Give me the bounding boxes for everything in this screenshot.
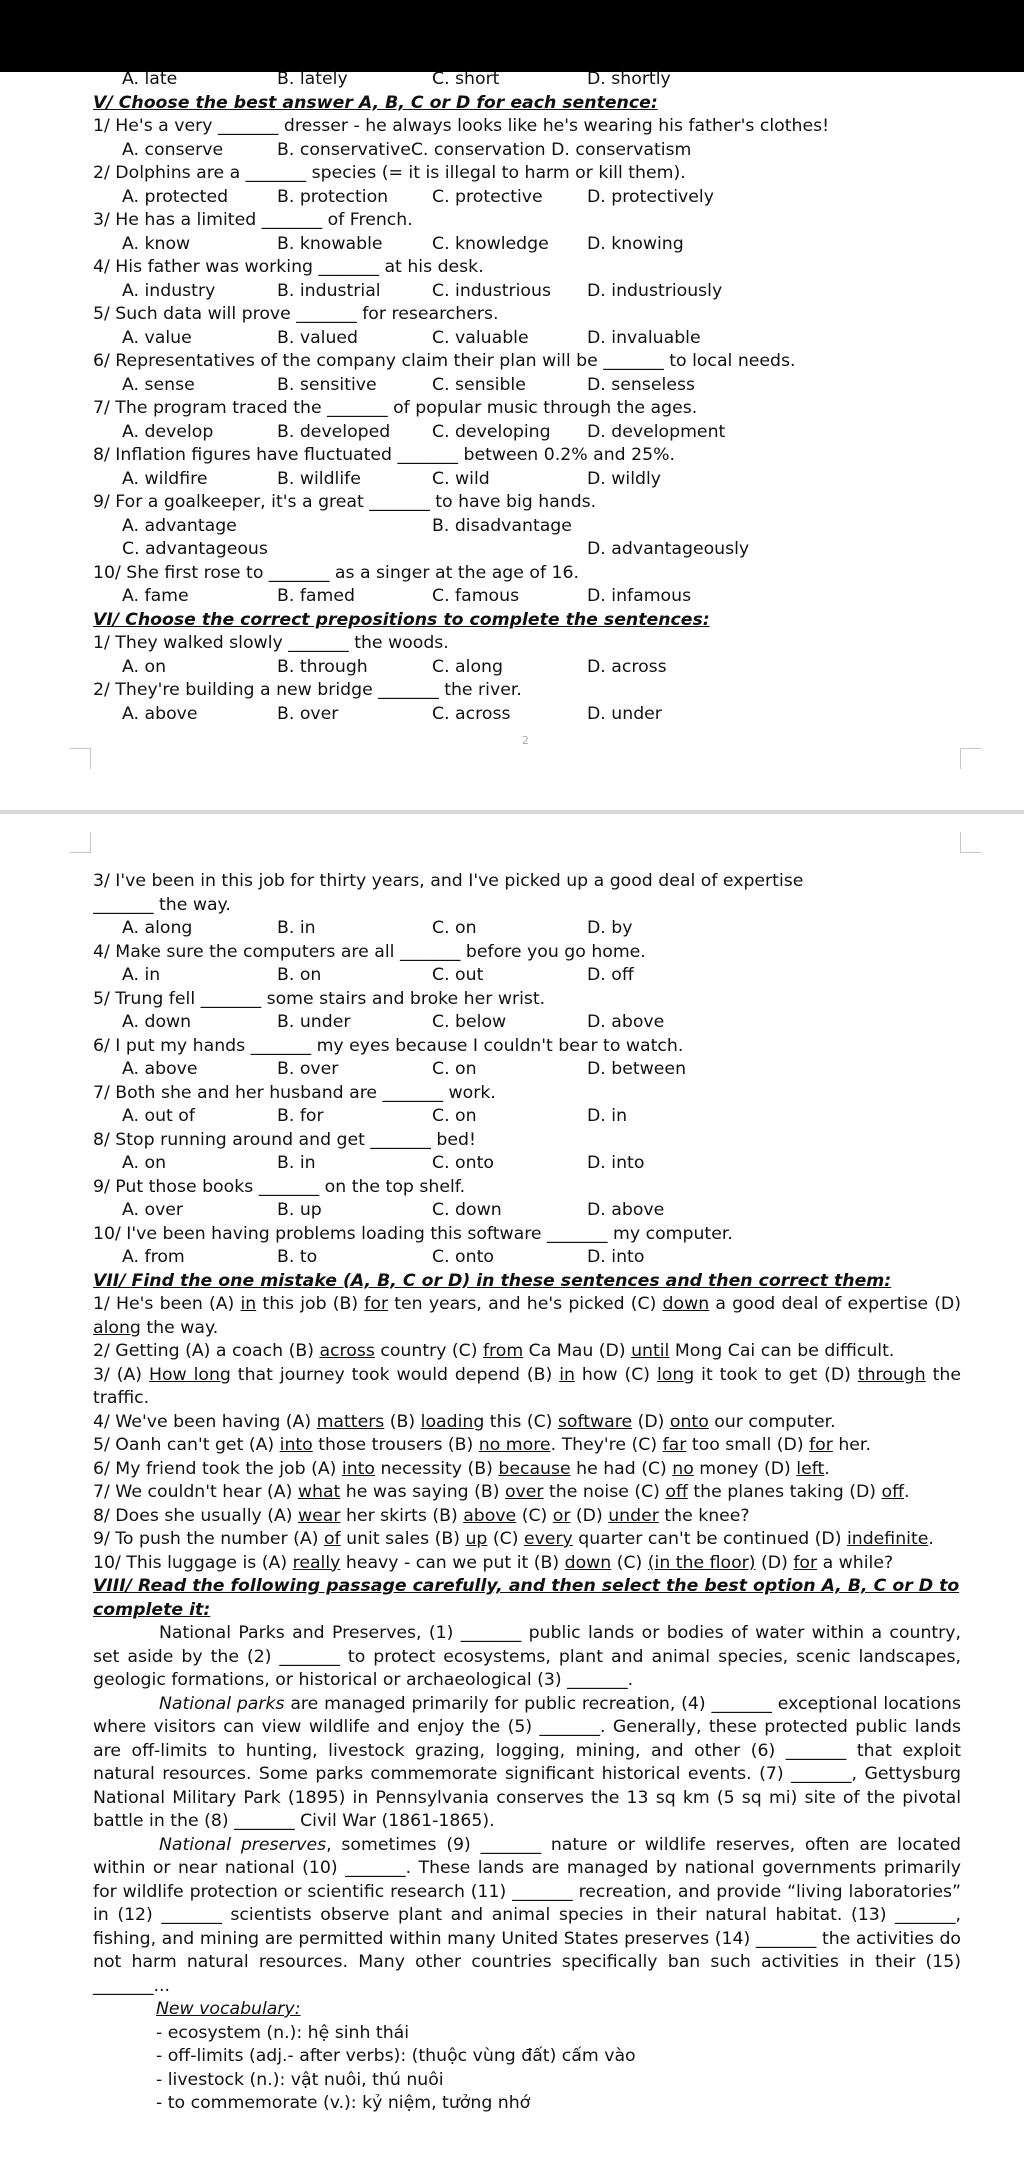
- underlined-option: loading: [420, 1411, 485, 1432]
- mistake-item: [93, 1411, 961, 1435]
- option-d: D. under: [587, 703, 662, 724]
- top-status-bar: [0, 0, 1024, 72]
- section-7-items: [93, 1293, 961, 1575]
- answer-options: [93, 538, 961, 562]
- option-a: A. conserve: [122, 139, 224, 160]
- passage-term: National parks: [159, 1693, 285, 1714]
- option-a: A. in: [122, 965, 161, 985]
- item-text: (D): [632, 1411, 670, 1432]
- mistake-item: [93, 1340, 961, 1364]
- option-b: B. developed: [277, 421, 391, 442]
- underlined-option: wear: [298, 1505, 341, 1526]
- option-b: B. disadvantage: [432, 515, 572, 536]
- underlined-option: from: [482, 1341, 524, 1361]
- item-text: ten years, and he's picked (C): [388, 1294, 663, 1314]
- underlined-option: along: [93, 1317, 141, 1338]
- section-7-heading: VII/ Find the one mistake (A, B, C or D) in these sentences and then correct them:: [93, 1270, 892, 1291]
- item-text: the traffic.: [93, 1364, 961, 1408]
- option-a: A. from: [122, 1247, 185, 1267]
- option-d: D. development: [587, 421, 726, 442]
- option-d: D. advantageously: [587, 539, 750, 559]
- answer-options: [93, 1246, 961, 1270]
- option-c: C. below: [432, 1012, 507, 1032]
- question-text: 9/ For a goalkeeper, it's a great _______ to have big hands.: [93, 492, 597, 512]
- item-text: that journey took would depend (B): [230, 1364, 560, 1385]
- item-text: a while?: [817, 1552, 894, 1573]
- option-d: D. industriously: [587, 280, 723, 301]
- option-a: A. over: [122, 1200, 184, 1220]
- question-text: 1/ They walked slowly _______ the woods.: [93, 633, 449, 653]
- vocabulary-list: [93, 2022, 961, 2116]
- option-a: A. down: [122, 1012, 192, 1032]
- section-6-questions-part2: [93, 870, 961, 1270]
- crop-mark: [960, 748, 981, 769]
- item-text: (D): [755, 1552, 794, 1573]
- underlined-option: down: [662, 1294, 710, 1314]
- item-text: it took to get (D): [694, 1364, 858, 1385]
- option-a: A. industry: [122, 280, 216, 301]
- answer-options: [93, 964, 961, 988]
- underlined-option: until: [631, 1341, 670, 1361]
- underlined-option: no more: [478, 1435, 551, 1455]
- answer-options: [93, 468, 961, 492]
- page-1-content: [93, 68, 961, 726]
- item-text: (C): [611, 1552, 648, 1573]
- option-d: D. wildly: [587, 468, 662, 489]
- option-b: B. sensitive: [277, 374, 377, 395]
- option-d: D. by: [587, 918, 633, 938]
- passage-term: National preserves: [159, 1834, 327, 1855]
- option-b: B. industrial: [277, 280, 381, 301]
- vocabulary-item: - to commemorate (v.): kỷ niệm, tưởng nhớ: [156, 2093, 531, 2113]
- item-text: (D): [570, 1505, 609, 1526]
- option-d: D. protectively: [587, 186, 714, 207]
- passage-paragraph-3: [93, 1834, 961, 1999]
- page-number: 2: [522, 734, 529, 747]
- question-text: 5/ Such data will prove _______ for researchers.: [93, 304, 499, 324]
- option-a: A. protected: [122, 186, 229, 207]
- crop-mark: [70, 748, 91, 769]
- item-text: a good deal of expertise (D): [709, 1294, 961, 1314]
- question-text: 7/ Both she and her husband are _______ work.: [93, 1082, 496, 1103]
- answer-options: [93, 327, 961, 351]
- option-b: B. up: [277, 1200, 322, 1220]
- top-fragment-options: [93, 68, 961, 92]
- option-b: B. over: [277, 1059, 339, 1079]
- option-a: A. develop: [122, 421, 214, 442]
- option-a: A. fame: [122, 586, 189, 606]
- passage-text: , sometimes (9) _______ nature or wildlife reserves, often are located within or near national (10) _______. These lands are managed by national governments primarily for wildlife protection or scientific research (11) _______ recreation, and provide “living laboratories” in (12) _______ scientists observe plant and animal species in their natural habitat. (13) _______, fishing, and mining are permitted within many United States preserves (14) _______ the activities do not harm natural resources. Many other countries specifically ban such activities in their (15) _______...: [93, 1834, 961, 1996]
- item-text: money (D): [693, 1458, 797, 1479]
- option-b: B. lately: [277, 69, 348, 89]
- underlined-option: through: [857, 1364, 926, 1385]
- answer-options: [93, 1199, 961, 1223]
- section-5-questions: [93, 115, 961, 609]
- option-a: A. above: [122, 1059, 198, 1079]
- item-text: 7/ We couldn't hear (A): [93, 1482, 298, 1502]
- option-a: A. above: [122, 703, 198, 724]
- option-c: C. across: [432, 703, 511, 724]
- option-b: B. over: [277, 703, 339, 724]
- underlined-option: down: [564, 1552, 612, 1573]
- underlined-option: indefinite: [846, 1529, 929, 1549]
- question-text: 2/ Dolphins are a _______ species (= it is illegal to harm or kill them).: [93, 163, 686, 183]
- option-c: C. along: [432, 656, 503, 677]
- item-text: how (C): [574, 1364, 657, 1385]
- option-d: D. off: [587, 965, 634, 985]
- answer-options: [93, 656, 961, 680]
- question-text-continued: _______ the way.: [93, 894, 231, 915]
- option-d: D. into: [587, 1247, 645, 1267]
- question-text: 5/ Trung fell _______ some stairs and broke her wrist.: [93, 988, 546, 1009]
- option-c: C. on: [432, 1059, 477, 1079]
- item-text: .: [928, 1529, 934, 1549]
- item-text: 8/ Does she usually (A): [93, 1505, 299, 1526]
- option-d: D. into: [587, 1153, 645, 1173]
- option-b: B. through: [277, 656, 368, 677]
- item-text: .: [824, 1458, 830, 1479]
- item-text: this (C): [484, 1411, 558, 1432]
- answer-options: [93, 1058, 961, 1082]
- mistake-item: [93, 1293, 961, 1340]
- question-text: 1/ He's a very _______ dresser - he always looks like he's wearing his father's clothes!: [93, 116, 830, 136]
- mistake-item: [93, 1528, 961, 1552]
- mistake-item: [93, 1552, 961, 1576]
- section-8-heading: VIII/ Read the following passage carefully, and then select the best option A, B, C or D to complete it:: [93, 1576, 960, 1620]
- option-d: D. above: [587, 1012, 665, 1032]
- answer-options: [93, 1152, 961, 1176]
- underlined-option: far: [662, 1435, 687, 1455]
- underlined-option: off: [665, 1482, 688, 1502]
- item-text: this job (B): [256, 1294, 365, 1314]
- option-c: C. on: [432, 918, 477, 938]
- underlined-option: every: [523, 1529, 573, 1549]
- mistake-item: [93, 1505, 961, 1529]
- underlined-option: long: [656, 1364, 695, 1385]
- item-text: country (C): [374, 1341, 483, 1361]
- option-a: A. out of: [122, 1106, 195, 1126]
- underlined-option: no: [672, 1458, 694, 1479]
- answer-options: [93, 139, 961, 163]
- underlined-option: in: [240, 1294, 257, 1314]
- item-text: 4/ We've been having (A): [93, 1411, 317, 1432]
- item-text: 10/ This luggage is (A): [93, 1552, 293, 1573]
- passage-paragraph-2: [93, 1693, 961, 1834]
- underlined-option: for: [809, 1435, 833, 1455]
- answer-options: [93, 1011, 961, 1035]
- underlined-option: of: [323, 1529, 341, 1549]
- item-text: our computer.: [708, 1411, 836, 1432]
- option-b: B. under: [277, 1012, 351, 1032]
- question-text: 7/ The program traced the _______ of popular music through the ages.: [93, 398, 698, 418]
- option-a: A. late: [122, 69, 178, 89]
- item-text: Ca Mau (D): [523, 1341, 632, 1361]
- option-c: C. onto: [432, 1247, 494, 1267]
- option-b: B. protection: [277, 186, 389, 207]
- underlined-option: How long: [148, 1364, 231, 1385]
- item-text: he had (C): [570, 1458, 673, 1479]
- underlined-option: matters: [316, 1411, 385, 1432]
- item-text: the knee?: [658, 1505, 750, 1526]
- option-a: A. value: [122, 327, 192, 348]
- option-c: C. wild: [432, 468, 490, 489]
- answer-options: [93, 186, 961, 210]
- item-text: her skirts (B): [340, 1505, 464, 1526]
- document-page-2: [0, 814, 1024, 2162]
- question-text: 8/ Stop running around and get _______ bed!: [93, 1129, 476, 1150]
- question-text: 10/ I've been having problems loading this software _______ my computer.: [93, 1223, 733, 1244]
- option-b: B. in: [277, 1153, 316, 1173]
- option-a: A. along: [122, 918, 193, 938]
- document-page-1: [0, 69, 1024, 810]
- vocabulary-item: - livestock (n.): vật nuôi, thú nuôi: [156, 2069, 444, 2090]
- option-b: B. wildlife: [277, 468, 361, 489]
- item-text: unit sales (B): [340, 1529, 466, 1549]
- question-text: 10/ She first rose to _______ as a singer at the age of 16.: [93, 562, 580, 583]
- item-text: the way.: [140, 1317, 219, 1338]
- option-b: B. on: [277, 965, 322, 985]
- question-text: 4/ His father was working _______ at his desk.: [93, 257, 484, 277]
- underlined-option: under: [608, 1505, 659, 1526]
- item-text: 9/ To push the number (A): [93, 1529, 324, 1549]
- underlined-option: for: [793, 1552, 818, 1573]
- option-d: D. shortly: [587, 69, 671, 89]
- underlined-option: what: [297, 1482, 341, 1502]
- item-text: (B): [384, 1411, 421, 1432]
- option-d: D. infamous: [587, 586, 692, 606]
- option-d: D. between: [587, 1059, 687, 1079]
- question-text: 8/ Inflation figures have fluctuated _______ between 0.2% and 25%.: [93, 445, 676, 465]
- item-text: 2/ Getting (A) a coach (B): [93, 1341, 320, 1361]
- underlined-option: really: [292, 1552, 341, 1573]
- question-text: 2/ They're building a new bridge _______ the river.: [93, 680, 522, 700]
- option-a: A. know: [122, 233, 191, 254]
- option-d: D. across: [587, 656, 667, 677]
- option-a: A. advantage: [122, 515, 237, 536]
- answer-options: [93, 233, 961, 257]
- crop-mark: [70, 832, 91, 853]
- item-text: quarter can't be continued (D): [572, 1529, 847, 1549]
- question-text: 3/ I've been in this job for thirty years, and I've picked up a good deal of expertise: [93, 871, 804, 891]
- option-c: C. knowledge: [432, 233, 549, 254]
- option-c: C. short: [432, 69, 500, 89]
- option-a: A. sense: [122, 374, 195, 395]
- underlined-option: into: [341, 1458, 375, 1479]
- underlined-option: across: [319, 1341, 375, 1361]
- answer-options: [93, 421, 961, 445]
- underlined-option: above: [463, 1505, 517, 1526]
- question-text: 6/ I put my hands _______ my eyes because I couldn't bear to watch.: [93, 1035, 684, 1056]
- question-text: 9/ Put those books _______ on the top shelf.: [93, 1176, 466, 1197]
- item-text: Mong Cai can be difficult.: [669, 1341, 895, 1361]
- option-c: C. advantageous: [122, 539, 268, 559]
- option-b: B. in: [277, 918, 316, 938]
- item-text: 3/ (A): [93, 1364, 149, 1385]
- passage-text: are managed primarily for public recreation, (4) _______ exceptional locations where visitors can view wildlife and enjoy the (5) _______. Generally, these protected public lands are off-limits to hunting, livestock grazing, logging, mining, and other (6) _______ that exploit natural resources. Some parks commemorate significant historical events. (7) _______, Gettysburg National Military Park (1895) in Pennsylvania conserves the 13 sq km (5 sq mi) site of the pivotal battle in the (8) _______ Civil War (1861-1865).: [93, 1693, 961, 1831]
- underlined-option: because: [498, 1458, 571, 1479]
- underlined-option: into: [279, 1435, 313, 1455]
- option-c: C. sensible: [432, 374, 526, 395]
- answer-options: [93, 280, 961, 304]
- answer-options: [93, 917, 961, 941]
- crop-mark: [960, 832, 981, 853]
- item-text: 6/ My friend took the job (A): [93, 1458, 342, 1479]
- page-2-content: [93, 870, 961, 2116]
- option-c: C. onto: [432, 1153, 494, 1173]
- option-b: B. for: [277, 1106, 324, 1126]
- question-text: 6/ Representatives of the company claim their plan will be _______ to local needs.: [93, 351, 796, 371]
- option-b: B. conservativeC. conservation D. conservatism: [277, 139, 692, 160]
- option-c: C. industrious: [432, 280, 551, 301]
- option-a: A. wildfire: [122, 468, 208, 489]
- item-text: .: [904, 1482, 910, 1502]
- option-c: C. out: [432, 965, 484, 985]
- option-b: B. valued: [277, 327, 359, 348]
- option-c: C. on: [432, 1106, 477, 1126]
- underlined-option: in: [559, 1364, 575, 1385]
- vocabulary-title: New vocabulary:: [156, 1999, 301, 2019]
- item-text: the planes taking (D): [687, 1482, 882, 1502]
- item-text: heavy - can we put it (B): [340, 1552, 565, 1573]
- answer-options: [93, 585, 961, 609]
- option-d: D. senseless: [587, 374, 695, 395]
- option-d: D. above: [587, 1200, 665, 1220]
- mistake-item: [93, 1434, 961, 1458]
- item-text: 5/ Oanh can't get (A): [93, 1435, 280, 1455]
- section-6-heading: VI/ Choose the correct prepositions to complete the sentences:: [93, 609, 710, 630]
- option-b: B. knowable: [277, 233, 383, 254]
- answer-options: [93, 703, 961, 727]
- answer-options: [93, 515, 961, 539]
- underlined-option: over: [504, 1482, 544, 1502]
- item-text: (C): [487, 1529, 524, 1549]
- section-6-questions-part1: [93, 632, 961, 726]
- item-text: . They're (C): [550, 1435, 663, 1455]
- item-text: too small (D): [686, 1435, 810, 1455]
- underlined-option: for: [364, 1294, 389, 1314]
- option-b: B. famed: [277, 586, 355, 606]
- option-d: D. in: [587, 1106, 628, 1126]
- option-d: D. knowing: [587, 233, 684, 254]
- item-text: the noise (C): [543, 1482, 666, 1502]
- underlined-option: up: [465, 1529, 488, 1549]
- mistake-item: [93, 1481, 961, 1505]
- vocabulary-item: - off-limits (adj.- after verbs): (thuộc vùng đất) cấm vào: [156, 2046, 636, 2066]
- vocabulary-item: - ecosystem (n.): hệ sinh thái: [156, 2022, 410, 2043]
- question-text: 4/ Make sure the computers are all _______ before you go home.: [93, 941, 646, 962]
- item-text: (C): [516, 1505, 553, 1526]
- question-text: 3/ He has a limited _______ of French.: [93, 210, 413, 230]
- underlined-option: left: [796, 1458, 825, 1479]
- item-text: necessity (B): [375, 1458, 499, 1479]
- option-c: C. valuable: [432, 327, 529, 348]
- answer-options: [93, 374, 961, 398]
- underlined-option: software: [557, 1411, 633, 1432]
- underlined-option: (in the floor): [647, 1552, 756, 1573]
- underlined-option: off: [881, 1482, 905, 1502]
- section-5-heading: V/ Choose the best answer A, B, C or D for each sentence:: [93, 92, 658, 113]
- item-text: her.: [832, 1435, 871, 1455]
- item-text: 1/ He's been (A): [93, 1294, 241, 1314]
- underlined-option: or: [552, 1505, 571, 1526]
- item-text: those trousers (B): [312, 1435, 479, 1455]
- answer-options: [93, 1105, 961, 1129]
- option-c: C. famous: [432, 586, 520, 606]
- option-b: B. to: [277, 1247, 318, 1267]
- underlined-option: onto: [669, 1411, 709, 1432]
- option-c: C. down: [432, 1200, 502, 1220]
- mistake-item: [93, 1364, 961, 1411]
- option-a: A. on: [122, 1153, 167, 1173]
- option-a: A. on: [122, 656, 167, 677]
- passage-paragraph-1: National Parks and Preserves, (1) _______ public lands or bodies of water within a country, set aside by the (2) _______ to protect ecosystems, plant and animal species, scenic landscapes, geologic formations, or historical or archaeological (3) _______.: [93, 1623, 961, 1690]
- option-d: D. invaluable: [587, 327, 701, 348]
- item-text: he was saying (B): [340, 1482, 505, 1502]
- mistake-item: [93, 1458, 961, 1482]
- option-c: C. developing: [432, 421, 551, 442]
- option-c: C. protective: [432, 186, 543, 207]
